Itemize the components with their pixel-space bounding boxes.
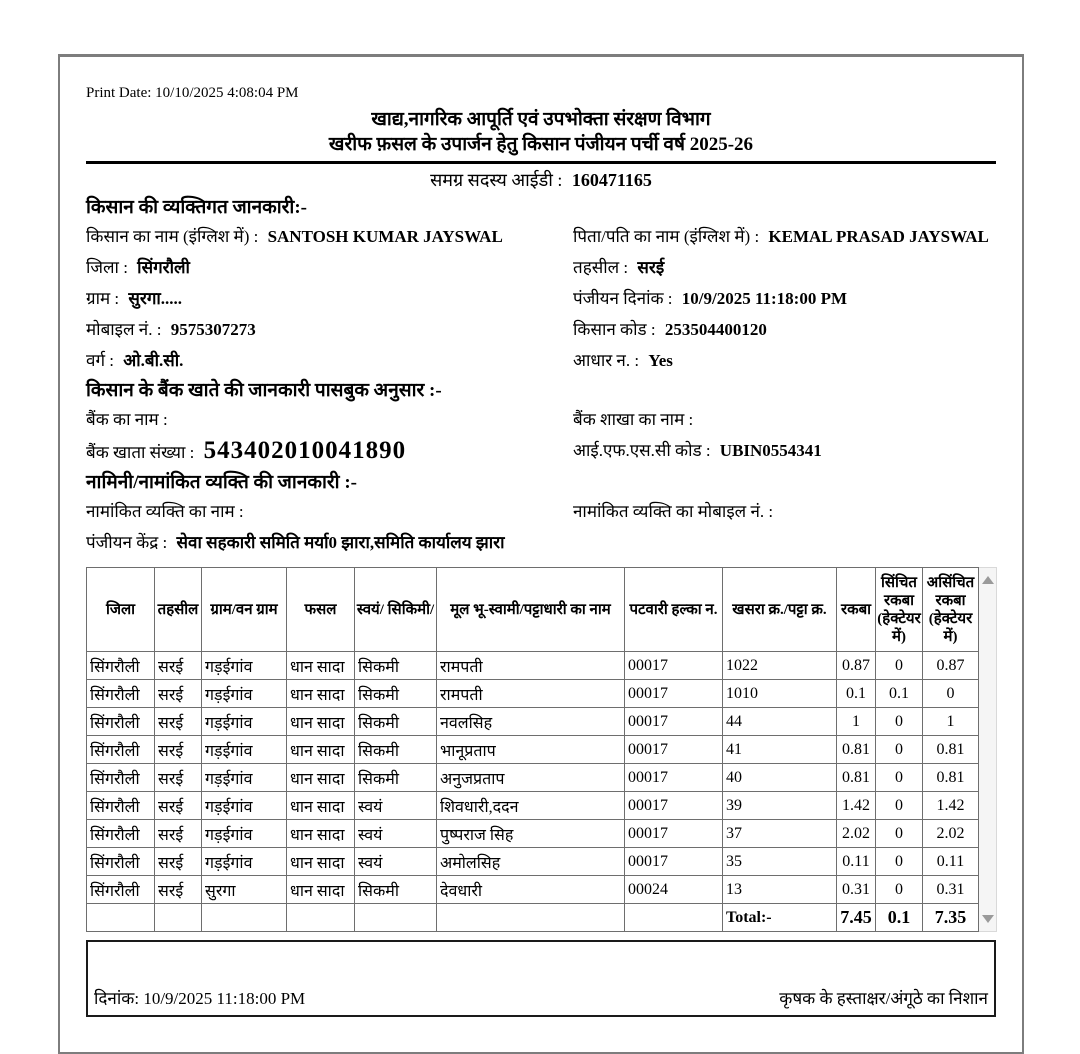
table-cell: सिकमी: [355, 652, 437, 680]
table-cell: धान सादा: [287, 680, 355, 708]
table-row: [87, 764, 979, 792]
farmer-code-value: 253504400120: [664, 320, 767, 339]
table-cell: 0: [876, 848, 923, 876]
nominee-info-heading: नामिनी/नामांकित व्यक्ति की जानकारी :-: [86, 472, 357, 493]
total-rakba: 7.45: [837, 904, 876, 932]
col-header-irrigated-area: सिंचित रकबा (हेक्टेयर में): [876, 568, 923, 652]
scheme-title: खरीफ फ़सल के उपार्जन हेतु किसान पंजीयन पर्ची वर्ष 2025-26: [328, 134, 754, 155]
table-cell: पुष्पराज सिह: [437, 820, 625, 848]
table-cell: 0: [876, 764, 923, 792]
signature-caption: कृषक के हस्ताक्षर/अंगूठे का निशान: [779, 989, 988, 1008]
category-value: ओ.बी.सी.: [123, 351, 184, 370]
table-cell: सिकमी: [355, 876, 437, 904]
table-cell: 00017: [625, 652, 723, 680]
table-row: [87, 680, 979, 708]
personal-info-heading: किसान की व्यक्तिगत जानकारी:-: [86, 197, 307, 218]
table-cell: 0: [876, 820, 923, 848]
table-cell: 35: [723, 848, 837, 876]
table-cell: सरई: [155, 680, 202, 708]
table-cell: 0.31: [837, 876, 876, 904]
table-cell: 2.02: [837, 820, 876, 848]
nominee-name-label: नामांकित व्यक्ति का नाम :: [86, 502, 244, 521]
table-cell: धान सादा: [287, 848, 355, 876]
father-name-field: [573, 221, 996, 252]
table-cell: स्वयं: [355, 792, 437, 820]
table-cell: 1022: [723, 652, 837, 680]
table-cell: सिंगरौली: [87, 820, 155, 848]
col-header-khasra-no: खसरा क्र./पट्टा क्र.: [723, 568, 837, 652]
table-cell: 0.81: [923, 736, 979, 764]
tehsil-field: [573, 252, 996, 283]
table-cell: सरई: [155, 652, 202, 680]
bank-name-field: [86, 404, 573, 435]
table-cell: 41: [723, 736, 837, 764]
table-cell: 0: [923, 680, 979, 708]
table-cell: 00017: [625, 764, 723, 792]
table-cell: रामपती: [437, 680, 625, 708]
table-cell: गड़ईगांव: [202, 820, 287, 848]
registration-date-label: पंजीयन दिनांक :: [573, 289, 673, 308]
bank-account-value: 543402010041890: [203, 437, 407, 464]
table-cell: अमोलसिह: [437, 848, 625, 876]
nominee-mobile-field: [573, 496, 996, 527]
table-cell: धान सादा: [287, 792, 355, 820]
table-cell: 37: [723, 820, 837, 848]
table-cell: 0: [876, 876, 923, 904]
table-cell: 39: [723, 792, 837, 820]
tehsil-value: सरई: [637, 258, 665, 277]
table-cell: 00017: [625, 736, 723, 764]
table-cell: 0.1: [876, 680, 923, 708]
tehsil-label: तहसील :: [573, 258, 629, 277]
bank-branch-field: [573, 404, 996, 435]
category-field: [86, 345, 573, 376]
table-cell: सिकमी: [355, 708, 437, 736]
farmer-code-field: [573, 314, 996, 345]
col-header-patwari-halka: पटवारी हल्का न.: [625, 568, 723, 652]
table-cell: स्वयं: [355, 848, 437, 876]
table-cell: सुरगा: [202, 876, 287, 904]
table-row: [87, 736, 979, 764]
table-cell: सिंगरौली: [87, 848, 155, 876]
farmer-name-value: SANTOSH KUMAR JAYSWAL: [267, 227, 503, 246]
table-row: [87, 848, 979, 876]
table-cell: 1: [923, 708, 979, 736]
table-cell: 40: [723, 764, 837, 792]
table-cell: सिकमी: [355, 680, 437, 708]
mobile-label: मोबाइल नं. :: [86, 320, 162, 339]
samagra-id-value: 160471165: [571, 170, 652, 190]
table-cell: धान सादा: [287, 820, 355, 848]
col-header-rakba: रकबा: [837, 568, 876, 652]
table-cell: 0: [876, 792, 923, 820]
village-field: [86, 283, 573, 314]
table-cell: 0.87: [837, 652, 876, 680]
table-cell: सरई: [155, 820, 202, 848]
table-cell: गड़ईगांव: [202, 652, 287, 680]
table-cell: स्वयं: [355, 820, 437, 848]
ifsc-value: UBIN0554341: [719, 441, 822, 460]
footer-date-label: दिनांक:: [94, 989, 140, 1008]
signature-box: [86, 940, 996, 1017]
col-header-crop: फसल: [287, 568, 355, 652]
village-label: ग्राम :: [86, 289, 120, 308]
nominee-name-field: [86, 496, 573, 527]
table-cell: 0.11: [923, 848, 979, 876]
print-date: Print Date: 10/10/2025 4:08:04 PM: [86, 85, 299, 101]
col-header-village: ग्राम/वन ग्राम: [202, 568, 287, 652]
total-irrigated: 0.1: [876, 904, 923, 932]
bank-account-field: [86, 435, 573, 468]
table-cell: सिंगरौली: [87, 792, 155, 820]
farmer-name-field: [86, 221, 573, 252]
land-records-table-container: [86, 567, 996, 932]
table-cell: 00017: [625, 680, 723, 708]
farmer-name-label: किसान का नाम (इंग्लिश में) :: [86, 227, 259, 246]
registration-center-value: सेवा सहकारी समिति मर्या0 झारा,समिति कार्यालय झारा: [176, 533, 505, 552]
table-cell: शिवधारी,ददन: [437, 792, 625, 820]
table-cell: देवधारी: [437, 876, 625, 904]
land-records-table: [86, 567, 979, 932]
table-cell: धान सादा: [287, 764, 355, 792]
table-cell: 0.81: [923, 764, 979, 792]
table-total-row: [87, 904, 979, 932]
table-cell: सिंगरौली: [87, 764, 155, 792]
total-label: Total:-: [723, 904, 837, 932]
table-cell: सिकमी: [355, 764, 437, 792]
footer-date-value: 10/9/2025 11:18:00 PM: [143, 989, 306, 1008]
bank-account-label: बैंक खाता संख्या :: [86, 443, 195, 462]
samagra-id-line: [86, 167, 996, 193]
table-cell: सिंगरौली: [87, 652, 155, 680]
table-row: [87, 708, 979, 736]
registration-center-label: पंजीयन केंद्र :: [86, 533, 168, 552]
table-cell: 0.81: [837, 736, 876, 764]
footer-date: [94, 986, 305, 1009]
aadhaar-label: आधार न. :: [573, 351, 640, 370]
registration-date-field: [573, 283, 996, 314]
table-cell: सरई: [155, 708, 202, 736]
table-cell: गड़ईगांव: [202, 764, 287, 792]
table-cell: अनुजप्रताप: [437, 764, 625, 792]
table-cell: सरई: [155, 848, 202, 876]
table-cell: 00017: [625, 848, 723, 876]
table-cell: सिंगरौली: [87, 876, 155, 904]
col-header-district: जिला: [87, 568, 155, 652]
table-cell: सिंगरौली: [87, 736, 155, 764]
table-cell: 1: [837, 708, 876, 736]
table-cell: 2.02: [923, 820, 979, 848]
aadhaar-field: [573, 345, 996, 376]
scroll-down-icon[interactable]: [982, 915, 994, 923]
ifsc-label: आई.एफ.एस.सी कोड :: [573, 441, 711, 460]
table-cell: सरई: [155, 736, 202, 764]
table-cell: 0.81: [837, 764, 876, 792]
table-cell: सिंगरौली: [87, 708, 155, 736]
table-row: [87, 652, 979, 680]
table-cell: 13: [723, 876, 837, 904]
aadhaar-value: Yes: [648, 351, 673, 370]
table-cell: नवलसिह: [437, 708, 625, 736]
table-cell: 1.42: [837, 792, 876, 820]
table-cell: धान सादा: [287, 876, 355, 904]
table-cell: सिकमी: [355, 736, 437, 764]
col-header-tehsil: तहसील: [155, 568, 202, 652]
department-title: खाद्य,नागरिक आपूर्ति एवं उपभोक्ता संरक्षण विभाग: [371, 109, 711, 130]
table-row: [87, 820, 979, 848]
table-cell: सरई: [155, 792, 202, 820]
table-cell: सरई: [155, 764, 202, 792]
scroll-up-icon[interactable]: [982, 576, 994, 584]
table-cell: धान सादा: [287, 708, 355, 736]
district-value: सिंगरौली: [137, 258, 190, 277]
registration-date-value: 10/9/2025 11:18:00 PM: [681, 289, 848, 308]
table-cell: 0: [876, 736, 923, 764]
ifsc-field: [573, 435, 996, 466]
table-cell: 1.42: [923, 792, 979, 820]
table-cell: गड़ईगांव: [202, 708, 287, 736]
father-name-value: KEMAL PRASAD JAYSWAL: [768, 227, 989, 246]
table-cell: रामपती: [437, 652, 625, 680]
table-cell: 1010: [723, 680, 837, 708]
registration-center-field: [86, 527, 606, 558]
col-header-self-sikmi: स्वयं/ सिकिमी/: [355, 568, 437, 652]
table-cell: धान सादा: [287, 652, 355, 680]
table-cell: 0: [876, 652, 923, 680]
table-cell: 0.11: [837, 848, 876, 876]
table-cell: 00017: [625, 820, 723, 848]
table-row: [87, 792, 979, 820]
table-header-row: [87, 568, 979, 652]
table-cell: 00017: [625, 792, 723, 820]
col-header-landowner-name: मूल भू-स्वामी/पट्टाधारी का नाम: [437, 568, 625, 652]
table-cell: 00017: [625, 708, 723, 736]
samagra-id-label: समग्र सदस्य आईडी :: [430, 170, 563, 190]
table-cell: 00024: [625, 876, 723, 904]
table-cell: गड़ईगांव: [202, 680, 287, 708]
title-divider: [86, 161, 996, 164]
district-field: [86, 252, 573, 283]
table-scrollbar[interactable]: [979, 567, 997, 932]
table-cell: 0.1: [837, 680, 876, 708]
table-cell: गड़ईगांव: [202, 792, 287, 820]
bank-info-heading: किसान के बैंक खाते की जानकारी पासबुक अनुसार :-: [86, 380, 442, 401]
col-header-unirrigated-area: असिंचित रकबा (हेक्टेयर में): [923, 568, 979, 652]
father-name-label: पिता/पति का नाम (इंग्लिश में) :: [573, 227, 760, 246]
table-cell: धान सादा: [287, 736, 355, 764]
village-value: सुरगा.....: [128, 289, 183, 308]
table-row: [87, 876, 979, 904]
table-cell: भानूप्रताप: [437, 736, 625, 764]
table-cell: 0: [876, 708, 923, 736]
category-label: वर्ग :: [86, 351, 114, 370]
table-cell: सिंगरौली: [87, 680, 155, 708]
table-cell: 0.31: [923, 876, 979, 904]
bank-branch-label: बैंक शाखा का नाम :: [573, 410, 694, 429]
bank-name-label: बैंक का नाम :: [86, 410, 168, 429]
table-cell: गड़ईगांव: [202, 736, 287, 764]
district-label: जिला :: [86, 258, 128, 277]
farmer-code-label: किसान कोड :: [573, 320, 656, 339]
table-cell: 44: [723, 708, 837, 736]
document-page: [58, 54, 1024, 1054]
nominee-mobile-label: नामांकित व्यक्ति का मोबाइल नं. :: [573, 502, 774, 521]
table-cell: गड़ईगांव: [202, 848, 287, 876]
mobile-field: [86, 314, 573, 345]
mobile-value: 9575307273: [170, 320, 256, 339]
total-unirrigated: 7.35: [923, 904, 979, 932]
table-cell: सरई: [155, 876, 202, 904]
table-cell: 0.87: [923, 652, 979, 680]
